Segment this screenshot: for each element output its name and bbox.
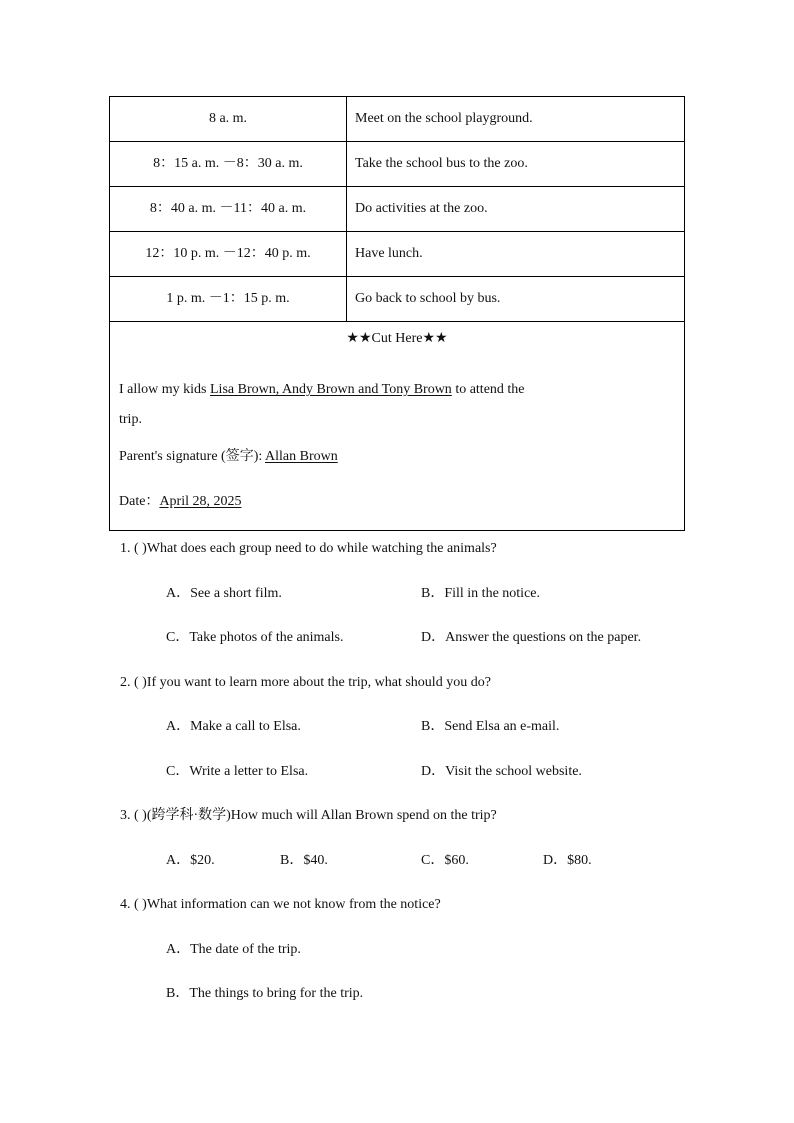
signature-line <box>119 448 675 466</box>
schedule-activity: Do activities at the zoo. <box>347 187 685 232</box>
date-line <box>119 493 675 511</box>
question-4-option-a: A．The date of the trip. <box>166 942 301 957</box>
question-3-stem: 3. ( )(跨学科·数学)How much will Allan Brown spend on the trip? <box>120 808 497 823</box>
allow-prefix: I allow my kids <box>119 382 210 397</box>
table-row <box>110 277 685 322</box>
cut-here-label: ★★Cut Here★★ <box>346 331 448 346</box>
question-4-stem: 4. ( )What information can we not know from the notice? <box>120 897 441 912</box>
schedule-activity: Take the school bus to the zoo. <box>347 142 685 187</box>
question-3-option-b: B．$40. <box>280 853 328 868</box>
kids-names: Lisa Brown, Andy Brown and Tony Brown <box>210 382 452 397</box>
question-3-option-a: A．$20. <box>166 853 215 868</box>
permission-slip-row <box>110 322 685 531</box>
permission-slip <box>110 322 685 531</box>
question-1-stem: 1. ( )What does each group need to do while watching the animals? <box>120 541 497 556</box>
table-row <box>110 187 685 232</box>
table-row <box>110 97 685 142</box>
schedule-activity: Go back to school by bus. <box>347 277 685 322</box>
question-3-option-d: D．$80. <box>543 853 592 868</box>
question-1-option-c: C．Take photos of the animals. <box>166 630 344 645</box>
question-3-option-c: C．$60. <box>421 853 469 868</box>
trip-word: trip. <box>119 412 142 427</box>
schedule-time: 8：15 a. m. －8：30 a. m. <box>110 142 347 187</box>
question-2-option-c: C．Write a letter to Elsa. <box>166 764 309 779</box>
question-2-option-a: A．Make a call to Elsa. <box>166 719 301 734</box>
schedule-time: 8 a. m. <box>110 97 347 142</box>
trip-schedule-table <box>109 96 685 531</box>
signature-label: Parent's signature (签字): <box>119 449 265 464</box>
date-value: April 28, 2025 <box>159 494 242 509</box>
date-label: Date： <box>119 494 160 509</box>
signature-value: Allan Brown <box>265 449 338 464</box>
schedule-activity: Have lunch. <box>347 232 685 277</box>
question-1-option-a: A．See a short film. <box>166 586 282 601</box>
schedule-time: 1 p. m. －1：15 p. m. <box>110 277 347 322</box>
permission-statement <box>119 375 675 435</box>
question-1-option-b: B．Fill in the notice. <box>421 586 540 601</box>
schedule-time: 12：10 p. m. －12：40 p. m. <box>110 232 347 277</box>
table-row <box>110 232 685 277</box>
allow-suffix: to attend the <box>451 382 525 397</box>
question-2-option-d: D．Visit the school website. <box>421 764 582 779</box>
schedule-time: 8：40 a. m. －11：40 a. m. <box>110 187 347 232</box>
question-1-option-d: D．Answer the questions on the paper. <box>421 630 642 645</box>
schedule-activity: Meet on the school playground. <box>347 97 685 142</box>
question-4-option-b: B．The things to bring for the trip. <box>166 986 364 1001</box>
question-2-option-b: B．Send Elsa an e-mail. <box>421 719 560 734</box>
table-row <box>110 142 685 187</box>
question-2-stem: 2. ( )If you want to learn more about the trip, what should you do? <box>120 675 491 690</box>
